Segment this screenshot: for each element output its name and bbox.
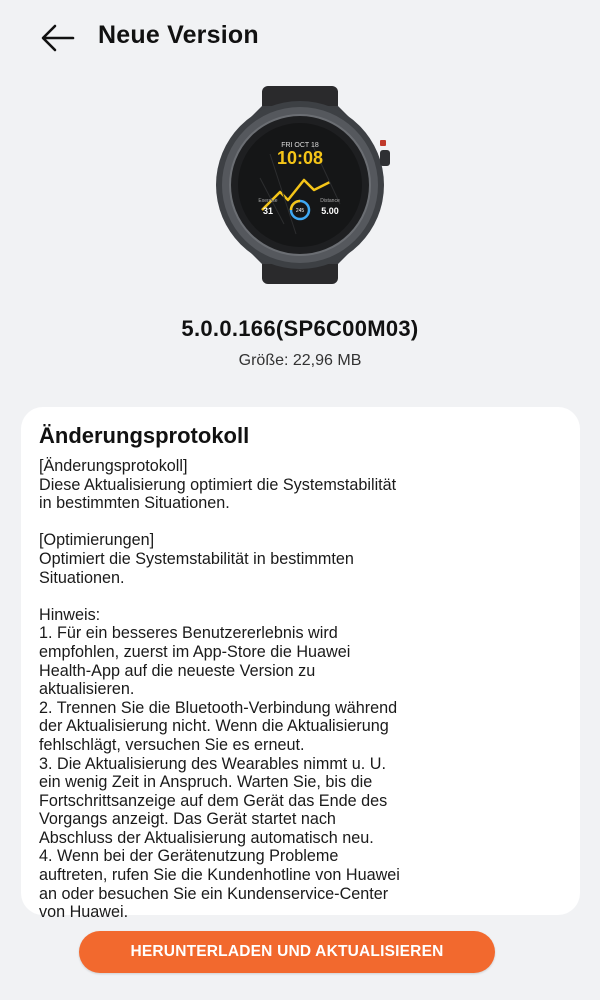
- watch-distance-value: 5.00: [321, 206, 339, 216]
- watch-image: [200, 84, 400, 286]
- watch-time: 10:08: [276, 148, 324, 168]
- changelog-text: [Änderungsprotokoll] Diese Aktualisierung optimiert die Systemstabilität in bestimmten Situationen. [Optimierungen] Optimiert die Systemstabilität in bestimmten Situationen. Hinweis: 1. Für ein besseres Benutzererlebnis wird empfohlen, zuerst im App-Store die Huawei Health-App auf die neueste Version zu aktualisieren. 2. Trennen Sie die Bluetooth-Verbindung während der Aktualisierung nicht. Wenn die Aktualisierung fehlschlägt, versuchen Sie es erneut. 3. Die Aktualisierung des Wearables nimmt u. U. ein wenig Zeit in Anspruch. Warten Sie, bis die Fortschrittsanzeige auf dem Gerät das Ende des Vorgangs anzeigt. Das Gerät startet nach Abschluss der Aktualisierung automatisch neu. 4. Wenn bei der Gerätenutzung Probleme auftreten, rufen Sie die Kundenhotline von Huawei an oder besuchen Sie ein Kundenservice-Center von Huawei.: [39, 457, 400, 922]
- back-button[interactable]: [38, 18, 78, 58]
- changelog-card[interactable]: [21, 407, 580, 922]
- watch-distance-label: Distance: [320, 198, 340, 204]
- watch-center-value: 245: [295, 208, 305, 214]
- version-number: 5.0.0.166(SP6C00M03): [181, 316, 419, 341]
- watch-exercise-value: 31: [262, 206, 274, 216]
- arrow-left-icon: [38, 18, 78, 58]
- file-size: Größe: 22,96 MB: [238, 352, 362, 369]
- watch-exercise-label: Exercise: [258, 198, 278, 204]
- watch-date: FRI OCT 18: [281, 142, 319, 149]
- changelog-title: Änderungsprotokoll: [39, 423, 250, 448]
- page-title: Neue Version: [98, 21, 259, 49]
- app-header: [0, 0, 600, 78]
- download-update-button[interactable]: HERUNTERLADEN UND AKTUALISIEREN: [79, 931, 495, 973]
